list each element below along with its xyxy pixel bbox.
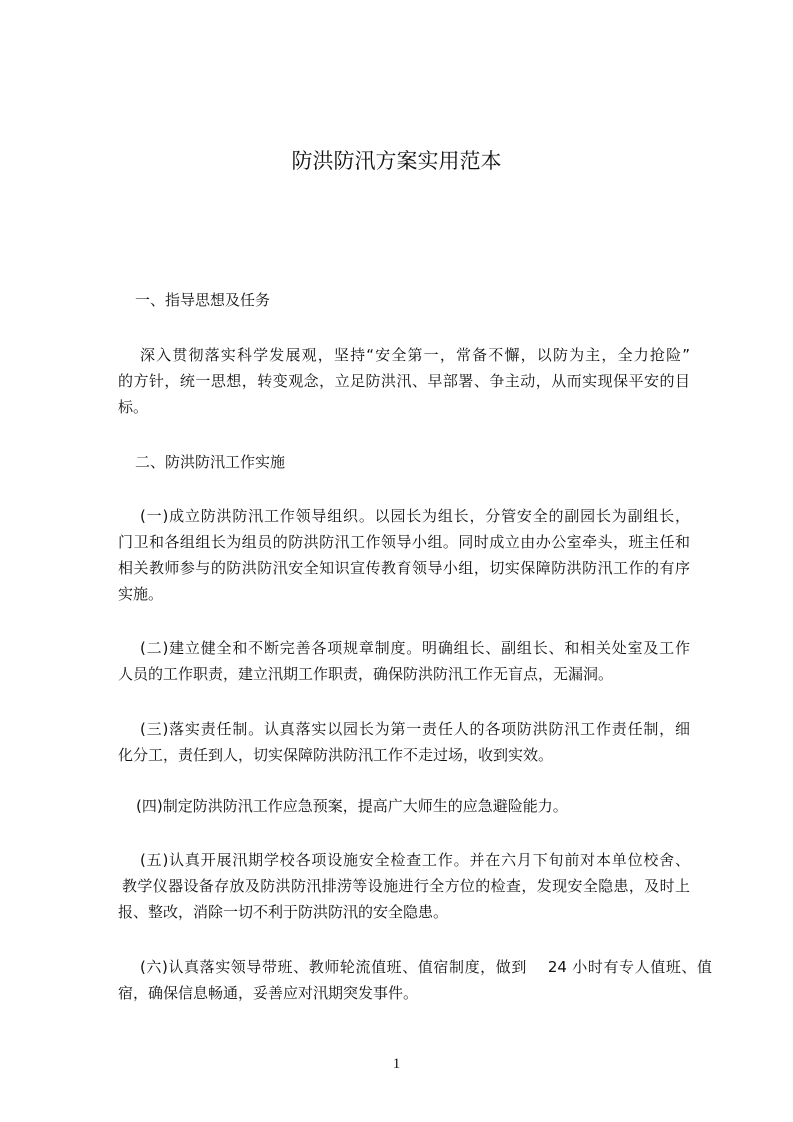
paragraph-line: 门卫和各组组长为组员的防洪防汛工作领导小组。同时成立由办公室牵头，班主任和: [118, 533, 690, 551]
paragraph-line: 化分工，责任到人，切实保障防洪防汛工作不走过场，收到实效。: [118, 746, 554, 764]
paragraph-line: 报、整改，消除一切不利于防洪防汛的安全隐患。: [118, 903, 449, 921]
section-heading: 一、指导思想及任务: [135, 291, 271, 309]
section-heading: 二、防洪防汛工作实施: [135, 453, 286, 471]
paragraph-line: (二)建立健全和不断完善各项规章制度。明确组长、副组长、和相关处室及工作: [140, 639, 690, 657]
paragraph-line: (五)认真开展汛期学校各项设施安全检查工作。并在六月下旬前对本单位校舍、: [140, 851, 690, 869]
paragraph-line: (一)成立防洪防汛工作领导组织。以园长为组长，分管安全的副园长为副组长，: [140, 507, 690, 525]
paragraph-line: 宿，确保信息畅通，妥善应对汛期突发事件。: [118, 984, 419, 1002]
paragraph-line: 实施。: [118, 585, 164, 603]
paragraph-line: (六)认真落实领导带班、教师轮流值班、值宿制度，做到 24 小时有专人值班、值: [140, 958, 712, 976]
document-title: 防洪防汛方案实用范本: [291, 149, 502, 173]
paragraph-line: 的方针，统一思想，转变观念，立足防洪汛、早部署、争主动，从而实现保平安的目: [118, 372, 690, 390]
paragraph-line: 标。: [118, 398, 149, 416]
paragraph-line: (三)落实责任制。认真落实以园长为第一责任人的各项防洪防汛工作责任制，细: [140, 720, 690, 738]
paragraph-line: 教学仪器设备存放及防洪防汛排涝等设施进行全方位的检查，发现安全隐患，及时上: [122, 877, 690, 895]
paragraph-line: 相关教师参与的防洪防汛安全知识宣传教育领导小组，切实保障防洪防汛工作的有序: [118, 559, 690, 577]
page-number: 1: [392, 1056, 401, 1072]
paragraph-line: 深入贯彻落实科学发展观，坚持“安全第一，常备不懈，以防为主，全力抢险”: [140, 346, 690, 364]
paragraph-line: 人员的工作职责，建立汛期工作职责，确保防洪防汛工作无盲点，无漏洞。: [118, 665, 614, 683]
paragraph-line: (四)制定防洪防汛工作应急预案，提高广大师生的应急避险能力。: [136, 797, 568, 815]
